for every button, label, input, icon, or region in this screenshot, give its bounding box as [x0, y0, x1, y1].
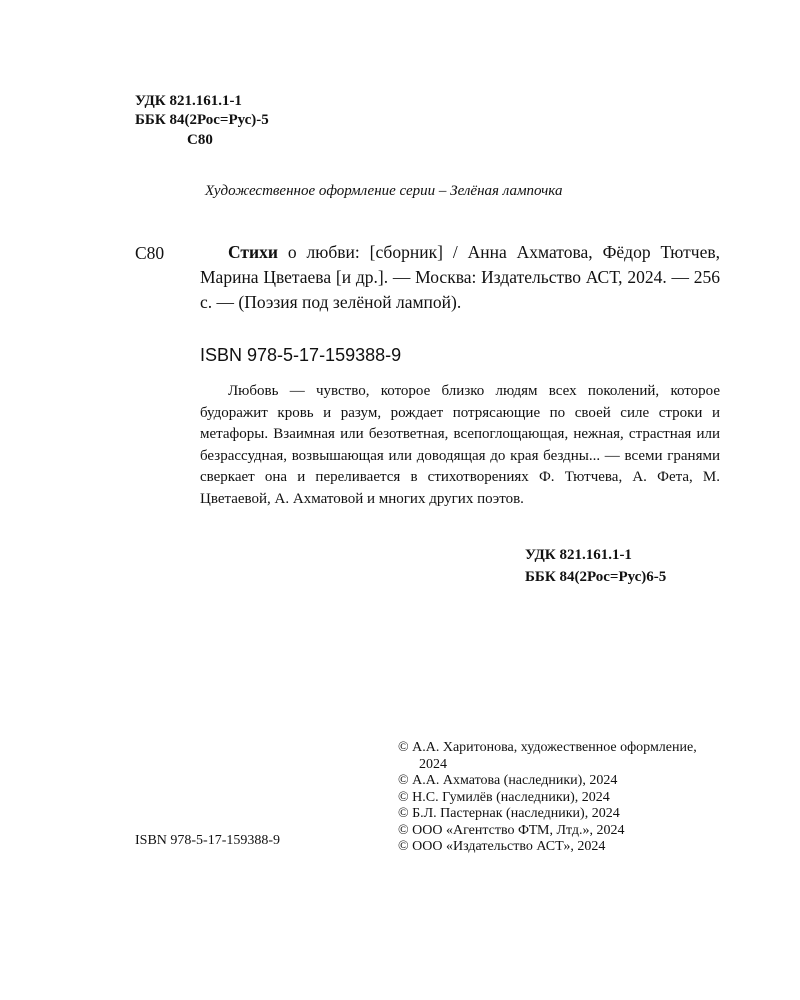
copyright-line: © Н.С. Гумилёв (наследники), 2024	[398, 789, 610, 805]
bbk-code-bottom: ББК 84(2Рос=Рус)6-5	[525, 569, 667, 585]
book-title: Стихи	[228, 242, 278, 262]
copyright-line: © Б.Л. Пастернак (наследники), 2024	[398, 806, 620, 821]
copyright-line: © ООО «Агентство ФТМ, Лтд.», 2024	[398, 822, 625, 838]
bbk-code: ББК 84(2Рос=Рус)-5	[135, 112, 269, 128]
classification-block-bottom	[525, 544, 666, 588]
author-mark-top: С80	[187, 132, 213, 148]
bibliographic-details: о любви: [сборник] / Анна Ахматова, Фёдор Тютчев, Марина Цветаева [и др.]. — Москва: Издательство АСТ, 2024. — 256 с. — (Поэзия под зелёной лампой).	[200, 242, 720, 312]
udk-code-bottom: УДК 821.161.1-1	[525, 547, 632, 563]
isbn: ISBN 978-5-17-159388-9	[200, 345, 402, 365]
bibliographic-description	[200, 240, 720, 315]
author-mark: С80	[135, 243, 165, 263]
copyright-line: © А.А. Ахматова (наследники), 2024	[398, 773, 618, 788]
series-design-credit: Художественное оформление серии – Зелёная лампочка	[205, 183, 563, 199]
copyright-line: © А.А. Харитонова, художественное оформление, 2024	[398, 740, 697, 772]
udk-code: УДК 821.161.1-1	[135, 93, 242, 109]
copyright-list	[398, 740, 728, 856]
classification-block	[135, 92, 269, 130]
annotation: Любовь — чувство, которое близко людям всех поколений, которое будоражит кровь и разум, рождает потрясающие по своей силе строки и метафоры. Взаимная или безответная, всепоглощающая, нежная, страстная или безрассудная, возвышающая или доводящая до края бездны... — всеми гранями сверкает она и переливается в стихотворениях Ф. Тютчева, А. Фета, М. Цветаевой, А. Ахматовой и многих других поэтов.	[200, 383, 720, 507]
isbn-bottom: ISBN 978-5-17-159388-9	[135, 833, 281, 848]
copyright-line: © ООО «Издательство АСТ», 2024	[398, 839, 606, 854]
